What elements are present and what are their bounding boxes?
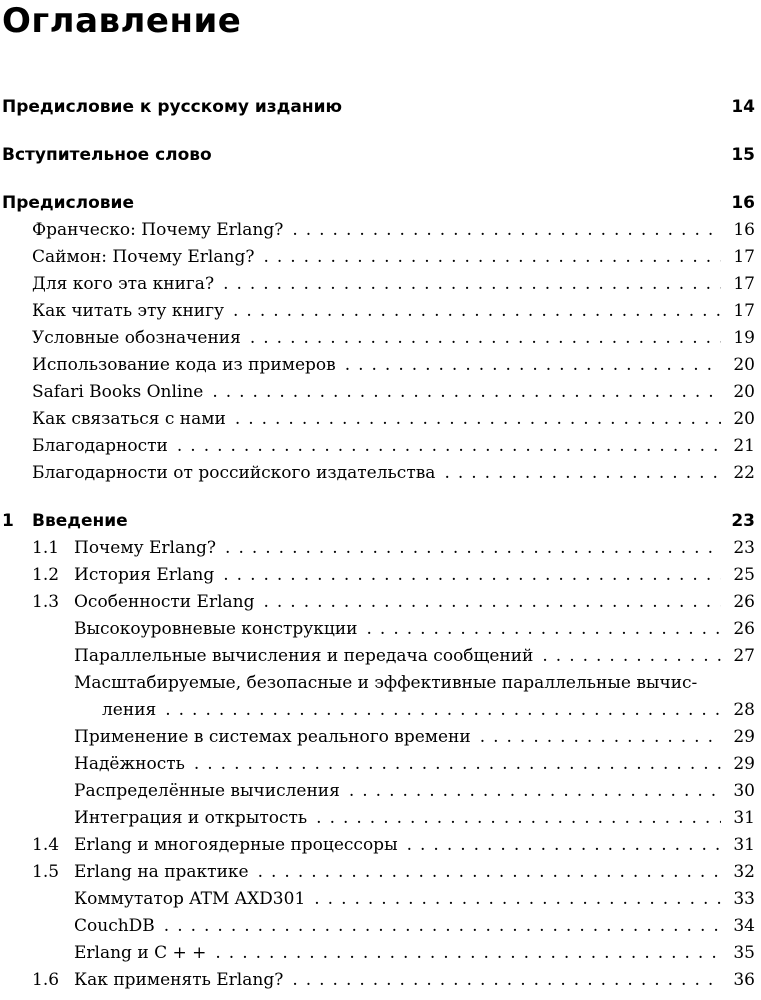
toc-entry-label: Erlang на практике xyxy=(74,862,249,882)
toc-entry xyxy=(2,298,755,325)
dot-leader xyxy=(223,562,721,589)
toc-entry-page: 34 xyxy=(733,916,755,936)
toc-entry xyxy=(2,562,755,589)
toc-entry xyxy=(2,751,755,778)
toc-entry xyxy=(2,433,755,460)
toc-entry-page: 23 xyxy=(733,538,755,558)
dot-leader xyxy=(233,298,721,325)
toc-entry-page: 20 xyxy=(733,382,755,402)
dot-leader xyxy=(225,535,721,562)
toc-entry-label: Высокоуровневые конструкции xyxy=(74,619,358,639)
toc-entry-page: 14 xyxy=(731,97,755,117)
toc-entry-label: История Erlang xyxy=(74,565,215,585)
toc-entry-label: Благодарности от российского издательства xyxy=(32,463,436,483)
dot-leader xyxy=(292,967,721,994)
dot-leader xyxy=(215,940,721,967)
dot-leader xyxy=(314,886,721,913)
toc-entry-label: Erlang и C + + xyxy=(74,943,207,963)
dot-leader xyxy=(235,406,721,433)
toc-entry xyxy=(2,859,755,886)
toc-entry-number: 1.1 xyxy=(32,538,60,558)
toc-entry xyxy=(2,244,755,271)
toc-entry-label: Почему Erlang? xyxy=(74,538,217,558)
dot-leader xyxy=(367,616,721,643)
toc-entry-label: Safari Books Online xyxy=(32,382,204,402)
toc-entry-page: 31 xyxy=(733,808,755,828)
toc-entry-label: Параллельные вычисления и передача сообщений xyxy=(74,646,534,666)
toc-entry-page: 30 xyxy=(733,781,755,801)
toc-entry xyxy=(2,913,755,940)
toc-entry-number: 1.3 xyxy=(32,592,60,612)
toc-entry xyxy=(2,535,755,562)
dot-leader xyxy=(258,859,721,886)
toc-entry-label: Как читать эту книгу xyxy=(32,301,225,321)
toc-entry-page: 17 xyxy=(733,301,755,321)
toc-entry-page: 15 xyxy=(731,145,755,165)
toc-entry-page: 27 xyxy=(733,646,755,666)
dot-leader xyxy=(444,460,721,487)
dot-leader xyxy=(542,643,721,670)
toc-entry-label: Саймон: Почему Erlang? xyxy=(32,247,255,267)
toc-entry xyxy=(2,94,755,121)
toc-entry-page: 23 xyxy=(731,511,755,531)
toc-entry-label: Надёжность xyxy=(74,754,185,774)
toc-entry xyxy=(2,697,755,724)
toc-entry-label: Применение в системах реального времени xyxy=(74,727,471,747)
toc-entry xyxy=(2,805,755,832)
toc-entry xyxy=(2,406,755,433)
toc-entry-label: Вступительное слово xyxy=(2,145,212,165)
toc-entry-label: Франческо: Почему Erlang? xyxy=(32,220,284,240)
toc-list xyxy=(2,94,755,994)
toc-entry xyxy=(2,670,755,697)
toc-entry-label: Для кого эта книга? xyxy=(32,274,215,294)
toc-entry xyxy=(2,352,755,379)
toc-entry-label: Особенности Erlang xyxy=(74,592,255,612)
toc-entry-label: Предисловие к русскому изданию xyxy=(2,97,343,117)
toc-entry-label: Как применять Erlang? xyxy=(74,970,284,990)
toc-entry xyxy=(2,616,755,643)
dot-leader xyxy=(349,778,721,805)
toc-entry-number: 1.5 xyxy=(32,862,60,882)
dot-leader xyxy=(263,589,721,616)
toc-entry-number: 1 xyxy=(2,511,14,531)
toc-entry-label: Благодарности xyxy=(32,436,168,456)
toc-entry-label: Как связаться с нами xyxy=(32,409,226,429)
toc-entry-page: 20 xyxy=(733,355,755,375)
toc-entry-page: 17 xyxy=(733,274,755,294)
dot-leader xyxy=(194,751,721,778)
toc-entry-label: Предисловие xyxy=(2,193,134,213)
toc-entry-page: 21 xyxy=(733,436,755,456)
toc-entry xyxy=(2,724,755,751)
toc-entry xyxy=(2,508,755,535)
dot-leader xyxy=(292,217,721,244)
toc-entry-page: 22 xyxy=(733,463,755,483)
dot-leader xyxy=(212,379,721,406)
dot-leader xyxy=(407,832,721,859)
toc-entry-page: 29 xyxy=(733,727,755,747)
toc-entry xyxy=(2,778,755,805)
toc-entry-page: 26 xyxy=(733,592,755,612)
toc-entry-label: Распределённые вычисления xyxy=(74,781,340,801)
toc-entry xyxy=(2,967,755,994)
toc-entry-page: 28 xyxy=(733,700,755,720)
dot-leader xyxy=(177,433,721,460)
dot-leader xyxy=(223,271,721,298)
dot-leader xyxy=(165,697,721,724)
toc-entry xyxy=(2,271,755,298)
toc-entry-label: Использование кода из примеров xyxy=(32,355,336,375)
toc-entry-page: 26 xyxy=(733,619,755,639)
toc-entry-page: 36 xyxy=(733,970,755,990)
toc-entry xyxy=(2,217,755,244)
toc-entry-label: Коммутатор ATM AXD301 xyxy=(74,889,306,909)
toc-entry xyxy=(2,940,755,967)
toc-entry-number: 1.4 xyxy=(32,835,60,855)
dot-leader xyxy=(345,352,721,379)
toc-entry-page: 35 xyxy=(733,943,755,963)
toc-entry-label: Условные обозначения xyxy=(32,328,241,348)
toc-entry xyxy=(2,589,755,616)
toc-entry-label: Введение xyxy=(32,511,128,531)
toc-entry-page: 33 xyxy=(733,889,755,909)
toc-entry xyxy=(2,643,755,670)
toc-entry-label: Интеграция и открытость xyxy=(74,808,308,828)
toc-entry-label: Erlang и многоядерные процессоры xyxy=(74,835,398,855)
toc-entry-page: 31 xyxy=(733,835,755,855)
toc-entry-page: 20 xyxy=(733,409,755,429)
toc-entry-page: 32 xyxy=(733,862,755,882)
toc-entry-number: 1.6 xyxy=(32,970,60,990)
toc-entry-page: 16 xyxy=(731,193,755,213)
toc-entry xyxy=(2,832,755,859)
toc-entry xyxy=(2,325,755,352)
toc-entry-label: ления xyxy=(102,700,157,720)
toc-entry xyxy=(2,886,755,913)
dot-leader xyxy=(480,724,721,751)
toc-entry-label: CouchDB xyxy=(74,916,155,936)
toc-entry-page: 17 xyxy=(733,247,755,267)
page-title: Оглавление xyxy=(2,1,242,41)
dot-leader xyxy=(164,913,721,940)
toc-entry xyxy=(2,379,755,406)
toc-entry-number: 1.2 xyxy=(32,565,60,585)
toc-entry-page: 29 xyxy=(733,754,755,774)
dot-leader xyxy=(263,244,721,271)
toc-entry-page: 16 xyxy=(733,220,755,240)
toc-entry xyxy=(2,460,755,487)
toc-entry xyxy=(2,142,755,169)
toc-entry xyxy=(2,190,755,217)
toc-entry-page: 25 xyxy=(733,565,755,585)
dot-leader xyxy=(316,805,721,832)
toc-entry-page: 19 xyxy=(733,328,755,348)
dot-leader xyxy=(250,325,721,352)
toc-entry-label: Масштабируемые, безопасные и эффективные параллельные вычис- xyxy=(74,673,698,693)
